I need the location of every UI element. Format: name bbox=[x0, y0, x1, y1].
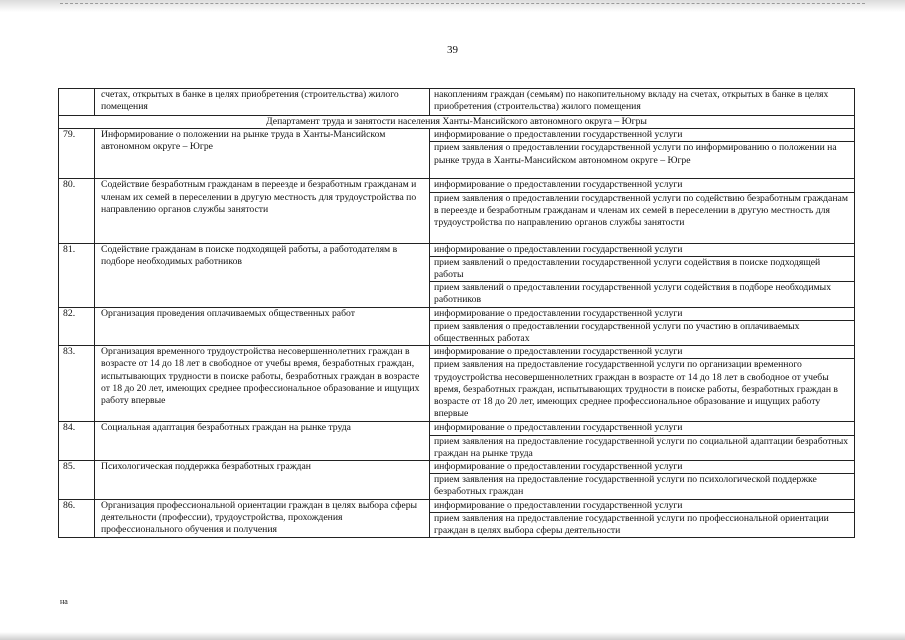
service-number-cell bbox=[59, 243, 95, 307]
service-number-cell bbox=[59, 129, 95, 179]
service-subitem: информирование о предоставлении государственной услуги bbox=[430, 461, 855, 474]
service-name: Социальная адаптация безработных граждан на рынке труда bbox=[95, 422, 430, 461]
service-number-cell bbox=[59, 422, 95, 461]
service-name: Содействие безработным гражданам в переезде и безработным гражданам и членам их семей в переселении в другую местность для трудоустройства по направлению органов службы занятости bbox=[95, 179, 430, 243]
service-number-cell bbox=[59, 461, 95, 500]
service-number: 80. bbox=[63, 179, 76, 191]
service-number: 85. bbox=[63, 461, 76, 473]
service-subitem: информирование о предоставлении государственной услуги bbox=[430, 307, 855, 320]
service-name: Психологическая поддержка безработных граждан bbox=[95, 461, 430, 500]
service-name: Информирование о положении на рынке труда в Ханты-Мансийском автономном округе – Югре bbox=[95, 129, 430, 179]
continuation-num-cell bbox=[59, 89, 95, 116]
service-subitem: информирование о предоставлении государственной услуги bbox=[430, 243, 855, 256]
service-row bbox=[59, 346, 855, 359]
service-name: Организация профессиональной ориентации граждан в целях выбора сферы деятельности (профессии), трудоустройства, прохождения профессионального обучения и получения bbox=[95, 499, 430, 538]
service-row bbox=[59, 129, 855, 142]
department-heading: Департамент труда и занятости населения Ханты-Мансийского автономного округа – Югры bbox=[59, 116, 855, 129]
scan-edge-top bbox=[0, 0, 905, 12]
service-name: Содействие гражданам в поиске подходящей работы, а работодателям в подборе необходимых работников bbox=[95, 243, 430, 307]
service-row bbox=[59, 243, 855, 256]
service-row bbox=[59, 307, 855, 320]
footer-mark: на bbox=[60, 597, 68, 606]
service-name: Организация временного трудоустройства несовершеннолетних граждан в возрасте от 14 до 18 лет в свободное от учебы время, безработных граждан, испытывающих трудности в поиске работы, безработных граждан в возрасте от 18 до 20 лет, имеющих среднее профессиональное образование и ищущих работу впервые bbox=[95, 346, 430, 422]
services-table bbox=[58, 88, 855, 538]
service-row bbox=[59, 461, 855, 474]
service-subitem: информирование о предоставлении государственной услуги bbox=[430, 129, 855, 142]
service-number-cell bbox=[59, 346, 95, 422]
service-number: 79. bbox=[63, 129, 76, 141]
service-subitem: информирование о предоставлении государственной услуги bbox=[430, 499, 855, 512]
service-number: 82. bbox=[63, 307, 76, 319]
continuation-row bbox=[59, 89, 855, 116]
service-subitem: прием заявлений о предоставлении государственной услуги содействия в подборе необходимых работников bbox=[430, 282, 855, 307]
service-number-cell bbox=[59, 499, 95, 538]
scan-edge-bottom bbox=[0, 632, 905, 640]
service-subitem: информирование о предоставлении государственной услуги bbox=[430, 179, 855, 192]
service-row bbox=[59, 422, 855, 435]
service-subitem: информирование о предоставлении государственной услуги bbox=[430, 346, 855, 359]
service-number: 81. bbox=[63, 243, 76, 255]
service-number-cell bbox=[59, 307, 95, 346]
service-number: 86. bbox=[63, 499, 76, 511]
service-subitem: информирование о предоставлении государственной услуги bbox=[430, 422, 855, 435]
service-subitem: прием заявления о предоставлении государственной услуги по участию в оплачиваемых общественных работах bbox=[430, 320, 855, 345]
service-subitem: прием заявления на предоставление государственной услуги по психологической поддержке безработных граждан bbox=[430, 474, 855, 499]
service-subitem: прием заявлений о предоставлении государственной услуги содействия в поиске подходящей работы bbox=[430, 256, 855, 281]
continuation-right-cell: накоплениям граждан (семьям) по накопительному вкладу на счетах, открытых в банке в целях приобретения (строительства) жилого помещения bbox=[430, 89, 855, 116]
service-row bbox=[59, 179, 855, 192]
service-subitem: прием заявления на предоставление государственной услуги по профессиональной ориентации граждан в целях выбора сферы деятельности bbox=[430, 512, 855, 537]
service-subitem: прием заявления о предоставлении государственной услуги по информированию о положении на рынке труда в Ханты-Мансийском автономном округе – Югре bbox=[430, 142, 855, 179]
service-number-cell bbox=[59, 179, 95, 243]
service-subitem: прием заявления на предоставление государственной услуги по социальной адаптации безработных граждан на рынке труда bbox=[430, 435, 855, 460]
services-table-body bbox=[59, 89, 855, 538]
service-subitem: прием заявления на предоставление государственной услуги по организации временного трудоустройства несовершеннолетних граждан в возрасте от 14 до 18 лет в свободное от учебы время, безработных граждан, испытывающих трудности в поиске работы, безработных граждан в возрасте от 18 до 20 лет, имеющих среднее профессиональное образование и ищущих работу впервые bbox=[430, 359, 855, 422]
service-row bbox=[59, 499, 855, 512]
service-subitem: прием заявления о предоставлении государственной услуги по содействию безработным гражданам в переезде и безработным гражданам и членам их семей в переселении в другую местность для трудоустройства по направлению органов службы занятости bbox=[430, 192, 855, 243]
service-name: Организация проведения оплачиваемых общественных работ bbox=[95, 307, 430, 346]
service-number: 84. bbox=[63, 422, 76, 434]
department-row bbox=[59, 116, 855, 129]
service-number: 83. bbox=[63, 346, 76, 358]
continuation-left-cell: счетах, открытых в банке в целях приобретения (строительства) жилого помещения bbox=[95, 89, 430, 116]
page-number: 39 bbox=[447, 44, 458, 56]
